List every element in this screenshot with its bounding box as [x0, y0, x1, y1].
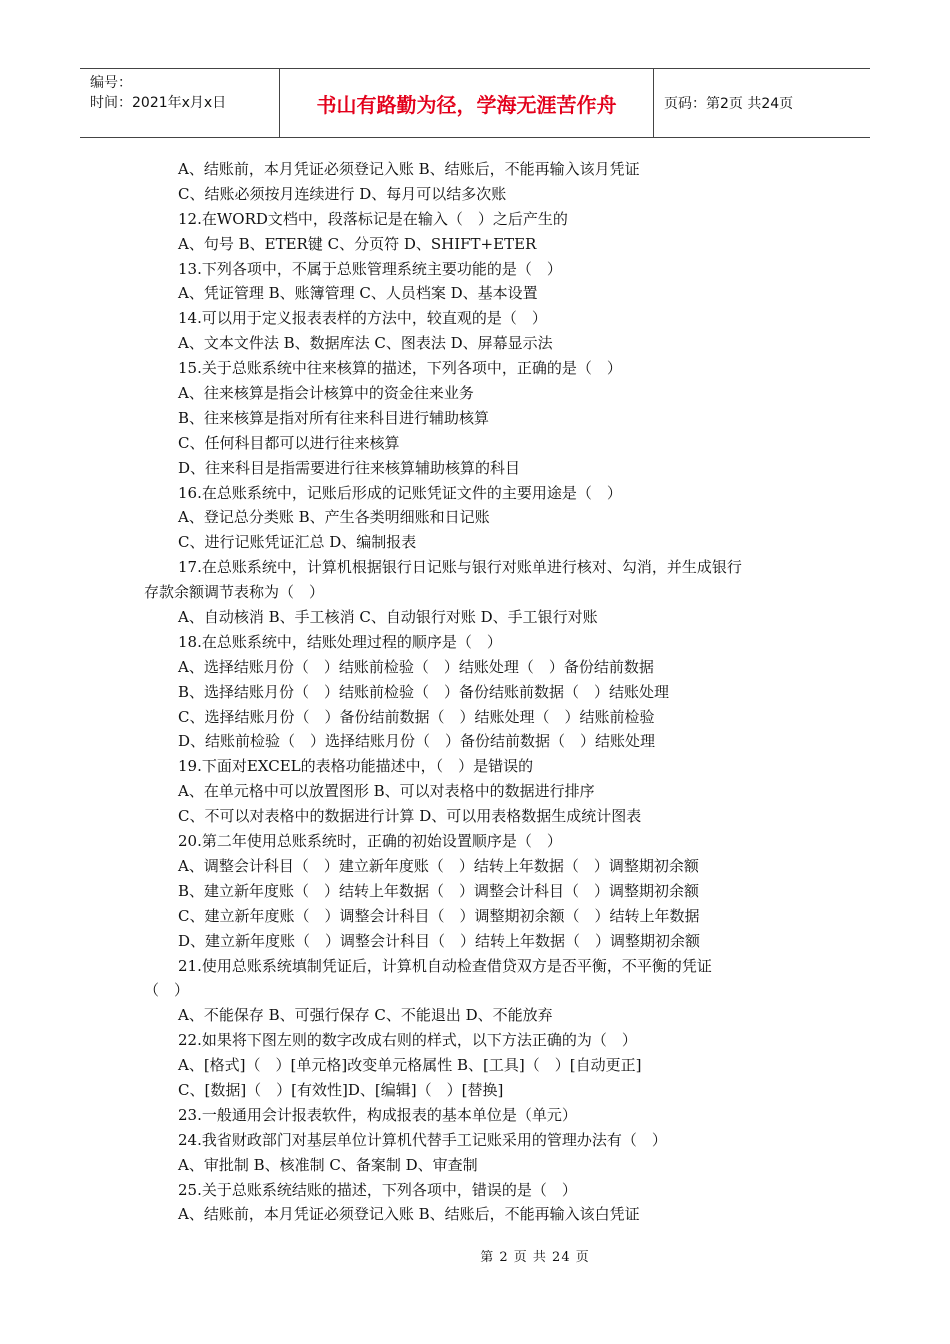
option-line: C、选择结账月份（ ）备份结前数据（ ）结账处理（ ）结账前检验	[178, 707, 655, 726]
question-line: 14.可以用于定义报表表样的方法中，较直观的是（ ）	[178, 309, 547, 328]
option-line: A、凭证管理 B、账簿管理 C、人员档案 D、基本设置	[178, 284, 538, 303]
question-line: 22.如果将下图左则的数字改成右则的样式，以下方法正确的为（ ）	[178, 1031, 637, 1050]
option-line: A、登记总分类账 B、产生各类明细账和日记账	[178, 508, 490, 527]
option-line: A、在单元格中可以放置图形 B、可以对表格中的数据进行排序	[178, 782, 595, 801]
option-line: C、进行记账凭证汇总 D、编制报表	[178, 533, 417, 552]
option-line: A、结账前，本月凭证必须登记入账 B、结账后，不能再输入该月凭证	[178, 160, 640, 178]
option-line: C、不可以对表格中的数据进行计算 D、可以用表格数据生成统计图表	[178, 807, 642, 826]
option-line: A、选择结账月份（ ）结账前检验（ ）结账处理（ ）备份结前数据	[178, 657, 654, 676]
option-line: A、调整会计科目（ ）建立新年度账（ ）结转上年数据（ ）调整期初余额	[178, 856, 699, 875]
document-number-label: 编号：	[90, 75, 132, 91]
option-line: C、建立新年度账（ ）调整会计科目（ ）调整期初余额（ ）结转上年数据	[178, 906, 700, 925]
option-line: A、审批制 B、核准制 C、备案制 D、审查制	[178, 1155, 478, 1174]
question-line: 17.在总账系统中，计算机根据银行日记账与银行对账单进行核对、勾消，并生成银行	[178, 558, 742, 577]
option-line: A、往来核算是指会计核算中的资金往来业务	[178, 384, 474, 403]
option-line: C、[数据]（ ）[有效性]D、[编辑]（ ）[替换]	[178, 1080, 504, 1099]
option-line: A、不能保存 B、可强行保存 C、不能退出 D、不能放弃	[178, 1006, 553, 1025]
option-line: B、选择结账月份（ ）结账前检验（ ）备份结账前数据（ ）结账处理	[178, 682, 670, 701]
option-line: C、结账必须按月连续进行 D、每月可以结多次账	[178, 184, 507, 203]
question-continuation: （ ）	[144, 981, 190, 1000]
option-line: A、自动核消 B、手工核消 C、自动银行对账 D、手工银行对账	[178, 608, 598, 627]
document-date: 时间：2021年x月x日	[90, 95, 227, 111]
question-line: 15.关于总账系统中往来核算的描述，下列各项中，正确的是（ ）	[178, 359, 622, 378]
question-line: 20.第二年使用总账系统时，正确的初始设置顺序是（ ）	[178, 832, 562, 851]
header-page-info: 页码：第2页 共24页	[664, 96, 794, 112]
question-line: 24.我省财政部门对基层单位计算机代替手工记账采用的管理办法有（ ）	[178, 1130, 667, 1149]
question-line: 25.关于总账系统结账的描述，下列各项中，错误的是（ ）	[178, 1180, 577, 1199]
option-line: D、结账前检验（ ）选择结账月份（ ）备份结前数据（ ）结账处理	[178, 732, 656, 751]
page-header	[80, 68, 870, 138]
header-meta	[80, 69, 280, 137]
option-line: C、任何科目都可以进行往来核算	[178, 433, 400, 452]
question-line: 18.在总账系统中，结账处理过程的顺序是（ ）	[178, 632, 502, 651]
option-line: B、往来核算是指对所有往来科目进行辅助核算	[178, 408, 490, 427]
question-line: 21.使用总账系统填制凭证后，计算机自动检查借贷双方是否平衡，不平衡的凭证	[178, 956, 712, 975]
question-line: 16.在总账系统中，记账后形成的记账凭证文件的主要用途是（ ）	[178, 483, 622, 502]
option-line: B、建立新年度账（ ）结转上年数据（ ）调整会计科目（ ）调整期初余额	[178, 881, 700, 900]
question-line: 19.下面对EXCEL的表格功能描述中，（ ）是错误的	[178, 757, 534, 776]
question-line: 12.在WORD文档中，段落标记是在输入（ ）之后产生的	[178, 209, 568, 228]
option-line: D、建立新年度账（ ）调整会计科目（ ）结转上年数据（ ）调整期初余额	[178, 931, 701, 950]
question-line: 13.下列各项中，不属于总账管理系统主要功能的是（ ）	[178, 259, 562, 278]
option-line: A、[格式]（ ）[单元格]改变单元格属性 B、[工具]（ ）[自动更正]	[178, 1056, 642, 1075]
option-line: D、往来科目是指需要进行往来核算辅助核算的科目	[178, 458, 521, 477]
header-motto: 书山有路勤为径，学海无涯苦作舟	[280, 69, 654, 137]
question-continuation: 存款余额调节表称为（ ）	[144, 583, 325, 602]
option-line: A、结账前，本月凭证必须登记入账 B、结账后，不能再输入该白凭证	[178, 1205, 640, 1224]
option-line: A、文本文件法 B、数据库法 C、图表法 D、屏幕显示法	[178, 334, 553, 353]
question-line: 23.一般通用会计报表软件，构成报表的基本单位是（单元）	[178, 1105, 577, 1124]
document-body	[0, 157, 950, 1227]
page-footer: 第 2 页 共 24 页	[480, 1250, 590, 1265]
option-line: A、句号 B、ETER键 C、分页符 D、SHIFT+ETER	[178, 234, 537, 253]
